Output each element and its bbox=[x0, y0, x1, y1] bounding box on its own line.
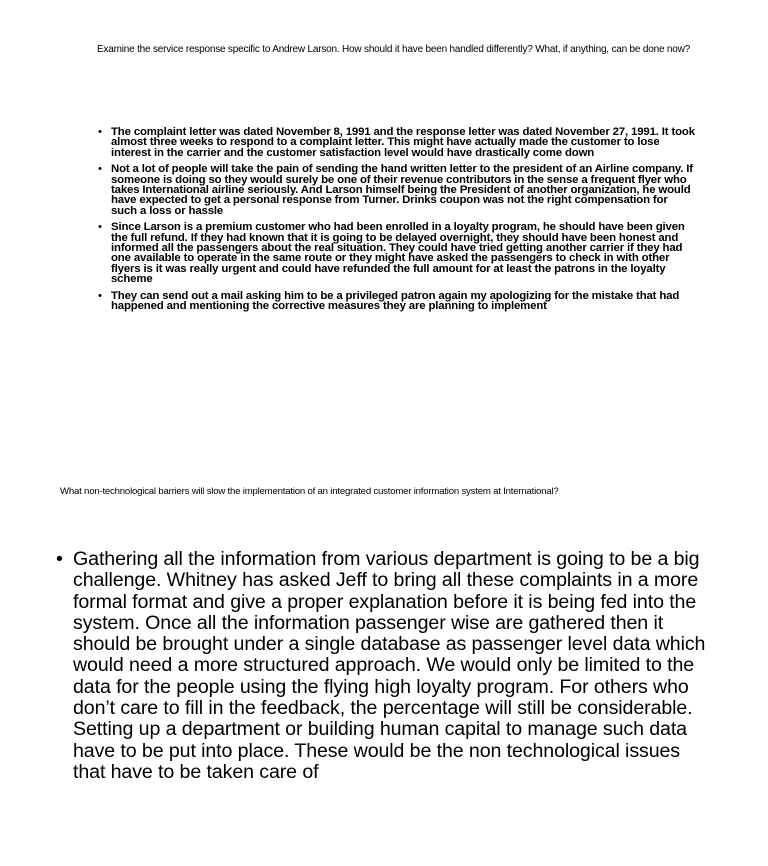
answer-text: Gathering all the information from various department is going to be a big challenge. Whitney has asked Jeff to bring all these complaints in a more formal format and give a proper explanation before it is being fed into the system. Once all the information passenger wise are gathered then it should be brought under a single database as passenger level data which would need a more structured approach. We would only be limited to the data for the people using the flying high loyalty program. For others who don’t care to fill in the feedback, the percentage will still be considerable. Setting up a department or building human capital to manage such data have to be put into place. These would be the non technological issues that have to be taken care of bbox=[73, 548, 706, 783]
list-item bbox=[96, 291, 696, 312]
answer-text: They can send out a mail asking him to be a privileged patron again my apologizing for the mistake that had happened and mentioning the corrective measures they are planning to implement bbox=[111, 289, 680, 313]
answer-1-list bbox=[96, 127, 696, 318]
answer-2-list bbox=[56, 549, 716, 783]
bullet-icon: • bbox=[98, 221, 102, 234]
list-item bbox=[96, 222, 696, 284]
answer-text: The complaint letter was dated November 8, 1991 and the response letter was dated November 27, 1991. It took almost three weeks to respond to a complaint letter. This might have actually made the customer to lose interest in the carrier and the customer satisfaction level would have drastically come down bbox=[111, 126, 695, 159]
list-item bbox=[96, 164, 696, 216]
answer-text: Since Larson is a premium customer who had been enrolled in a loyalty program, he should have been given the full refund. If they had known that it is going to be delayed overnight, they should have been honest and informed all the passengers about the real situation. They could have tried getting another carrier if they had one available to operate in the same route or they might have asked the passengers to check in with other flyers is it was really urgent and could have refunded the full amount for at least the patrons in the loyalty scheme bbox=[111, 221, 685, 286]
bullet-icon: • bbox=[98, 126, 102, 138]
bullet-icon: • bbox=[56, 548, 63, 570]
question-1-heading: Examine the service response specific to Andrew Larson. How should it have been handled differently? What, if anything, can be done now? bbox=[97, 44, 690, 55]
question-2-heading: What non-technological barriers will slow the implementation of an integrated customer information system at International? bbox=[60, 486, 559, 497]
bullet-icon: • bbox=[98, 163, 102, 176]
bullet-icon: • bbox=[98, 289, 102, 302]
answer-text: Not a lot of people will take the pain of sending the hand written letter to the president of an Airline company. If someone is doing so they would surely be one of their revenue contributors in the sense a frequent flyer who takes International airline seriously. And Larson himself being the President of another organization, he would have expected to get a personal response from Turner. Drinks coupon was not the right compensation for such a loss or hassle bbox=[111, 163, 693, 217]
list-item bbox=[96, 127, 696, 158]
list-item bbox=[56, 549, 716, 783]
